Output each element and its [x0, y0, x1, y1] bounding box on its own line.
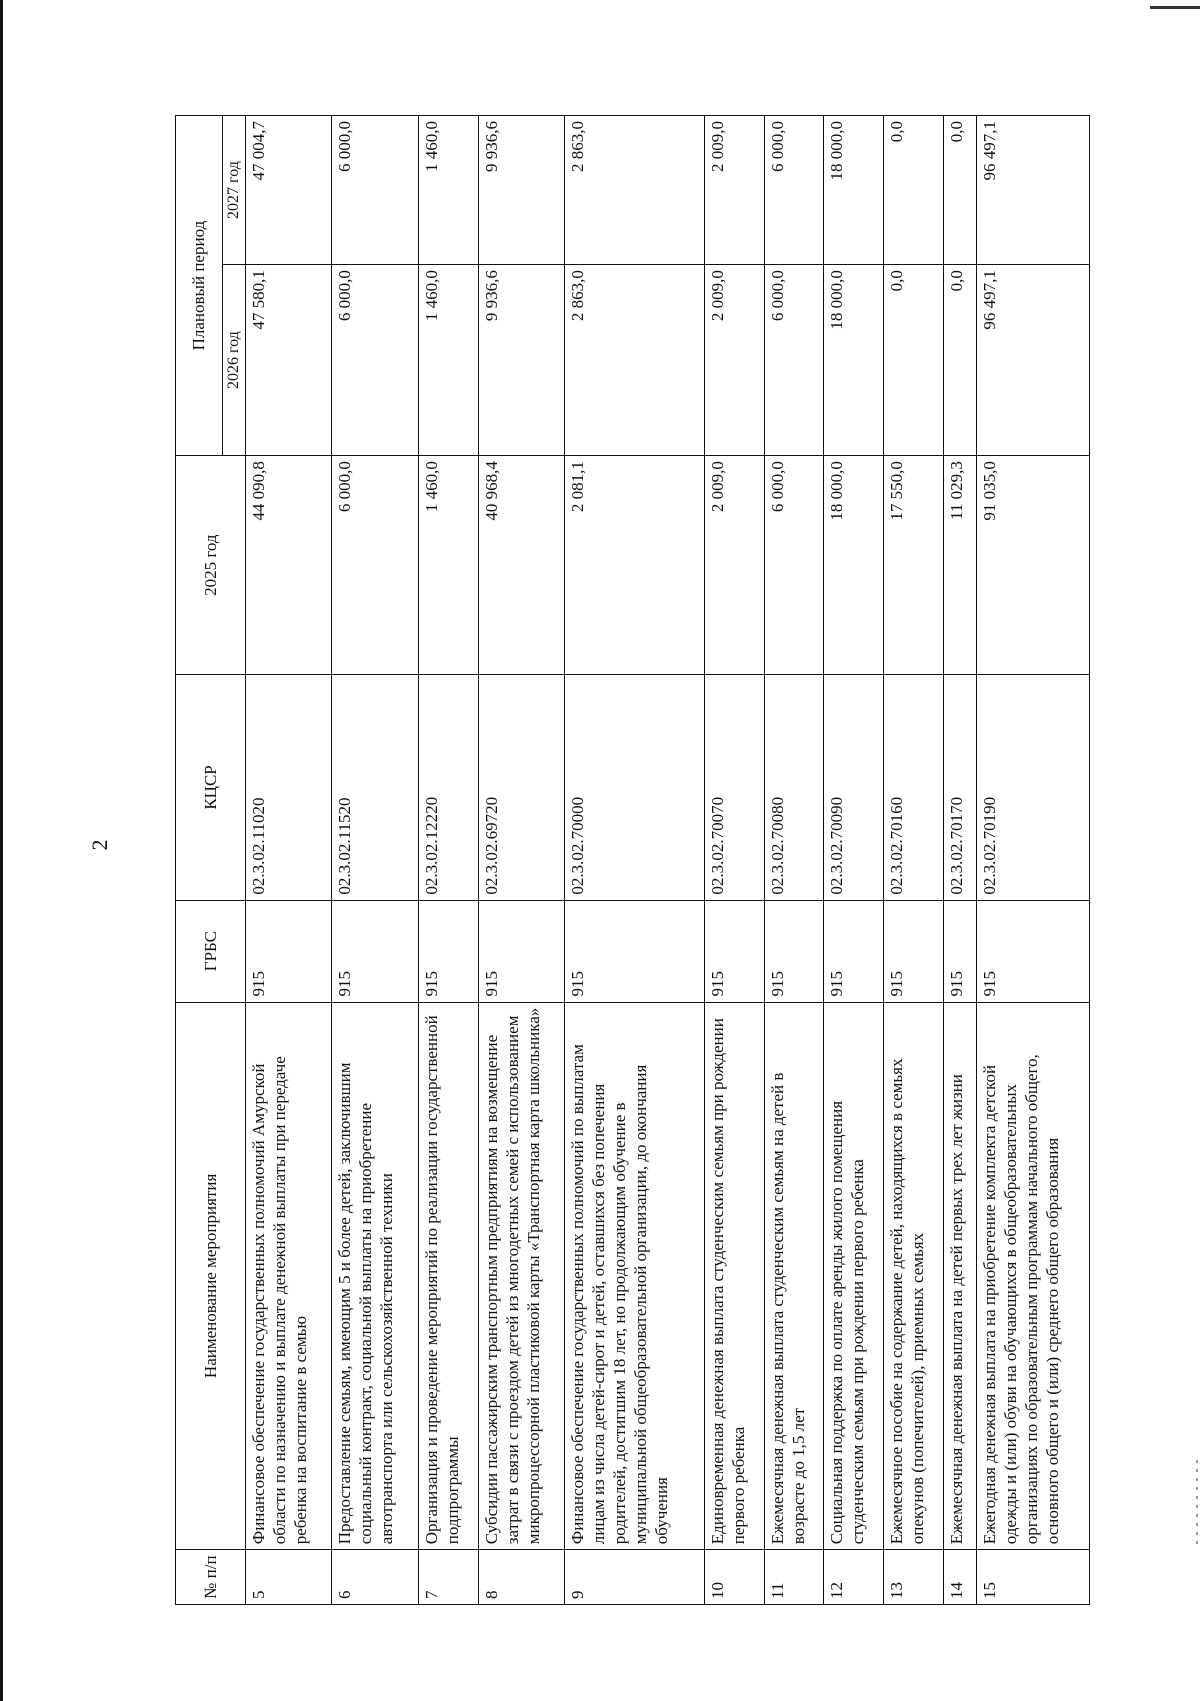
table-row — [943, 116, 976, 1605]
cell-2027: 6 000,0 — [332, 116, 418, 265]
scan-edge-left — [0, 0, 3, 1701]
cell-2025: 1 460,0 — [418, 456, 478, 675]
table-row — [565, 116, 705, 1605]
cell-grbs: 915 — [246, 900, 332, 1002]
cell-name: Ежегодная денежная выплата на приобретение комплекта детской одежды и (или) обуви на обучающихся в общеобразовательных организациях по образовательным программам начального общего, основного общего и (или) среднего общего образования — [976, 1002, 1089, 1550]
cell-2025: 11 029,3 — [943, 456, 976, 675]
cell-2026: 6 000,0 — [332, 265, 418, 456]
table-row — [884, 116, 944, 1605]
cell-grbs: 915 — [478, 900, 564, 1002]
cell-grbs: 915 — [884, 900, 944, 1002]
cell-2027: 2 009,0 — [704, 116, 764, 265]
budget-table — [175, 115, 1090, 1605]
cell-2025: 2 081,1 — [565, 456, 705, 675]
cell-name: Финансовое обеспечение государственных полномочий по выплатам лицам из числа детей-сирот и детей, оставшихся без попечения родителей, достигшим 18 лет, но продолжающим обучение в муниципальной общеобразовательной организации, до окончания обучения — [565, 1002, 705, 1550]
cell-grbs: 915 — [565, 900, 705, 1002]
cell-name: Организация и проведение мероприятий по реализации государственной подпрограммы — [418, 1002, 478, 1550]
cell-2025: 44 090,8 — [246, 456, 332, 675]
cell-2027: 47 004,7 — [246, 116, 332, 265]
cell-grbs: 915 — [332, 900, 418, 1002]
cell-2026: 0,0 — [884, 265, 944, 456]
scan-edge-dots — [1196, 1460, 1198, 1550]
cell-grbs: 915 — [418, 900, 478, 1002]
cell-kcsr: 02.3.02.70090 — [824, 675, 884, 900]
cell-kcsr: 02.3.02.70070 — [704, 675, 764, 900]
cell-2027: 9 936,6 — [478, 116, 564, 265]
table-row — [418, 116, 478, 1605]
cell-2025: 17 550,0 — [884, 456, 944, 675]
cell-2025: 6 000,0 — [332, 456, 418, 675]
cell-kcsr: 02.3.02.70190 — [976, 675, 1089, 900]
cell-num: 7 — [418, 1550, 478, 1605]
table-row — [976, 116, 1089, 1605]
cell-num: 14 — [943, 1550, 976, 1605]
cell-grbs: 915 — [976, 900, 1089, 1002]
cell-2027: 96 497,1 — [976, 116, 1089, 265]
header-2026: 2026 год — [223, 265, 246, 456]
header-2025: 2025 год — [176, 456, 246, 675]
table-row — [478, 116, 564, 1605]
cell-name: Социальная поддержка по оплате аренды жилого помещения студенческим семьям при рождении первого ребенка — [824, 1002, 884, 1550]
cell-num: 6 — [332, 1550, 418, 1605]
table-row — [764, 116, 824, 1605]
cell-name: Субсидии пассажирским транспортным предприятиям на возмещение затрат в связи с проездом детей из многодетных семей с использованием микропроцессорной пластиковой карты «Транспортная карта школьника» — [478, 1002, 564, 1550]
cell-name: Ежемесячное пособие на содержание детей, находящихся в семьях опекунов (попечителей), приемных семьях — [884, 1002, 944, 1550]
cell-kcsr: 02.3.02.11020 — [246, 675, 332, 900]
cell-2026: 0,0 — [943, 265, 976, 456]
header-grbs: ГРБС — [176, 900, 246, 1002]
cell-kcsr: 02.3.02.12220 — [418, 675, 478, 900]
cell-name: Предоставление семьям, имеющим 5 и более детей, заключившим социальный контракт, социальной выплаты на приобретение автотранспорта или сельскохозяйственной техники — [332, 1002, 418, 1550]
cell-name: Финансовое обеспечение государственных полномочий Амурской области по назначению и выплате денежной выплаты при передаче ребенка на воспитание в семью — [246, 1002, 332, 1550]
cell-grbs: 915 — [764, 900, 824, 1002]
page-number: 2 — [87, 839, 112, 851]
cell-name: Ежемесячная денежная выплата студенческим семьям на детей в возрасте до 1,5 лет — [764, 1002, 824, 1550]
cell-kcsr: 02.3.02.70000 — [565, 675, 705, 900]
cell-kcsr: 02.3.02.69720 — [478, 675, 564, 900]
cell-2026: 2 009,0 — [704, 265, 764, 456]
cell-grbs: 915 — [824, 900, 884, 1002]
cell-2026: 2 863,0 — [565, 265, 705, 456]
cell-num: 8 — [478, 1550, 564, 1605]
cell-2026: 18 000,0 — [824, 265, 884, 456]
cell-2027: 1 460,0 — [418, 116, 478, 265]
cell-2027: 2 863,0 — [565, 116, 705, 265]
cell-2025: 2 009,0 — [704, 456, 764, 675]
cell-num: 12 — [824, 1550, 884, 1605]
rotated-table-container — [175, 115, 1090, 1605]
cell-2025: 6 000,0 — [764, 456, 824, 675]
cell-2027: 18 000,0 — [824, 116, 884, 265]
cell-2026: 47 580,1 — [246, 265, 332, 456]
cell-2027: 0,0 — [943, 116, 976, 265]
cell-2025: 40 968,4 — [478, 456, 564, 675]
cell-2025: 18 000,0 — [824, 456, 884, 675]
header-num: № п/п — [176, 1550, 246, 1605]
cell-num: 13 — [884, 1550, 944, 1605]
table-row — [704, 116, 764, 1605]
cell-num: 5 — [246, 1550, 332, 1605]
cell-2027: 6 000,0 — [764, 116, 824, 265]
cell-name: Единовременная денежная выплата студенческим семьям при рождении первого ребенка — [704, 1002, 764, 1550]
cell-num: 11 — [764, 1550, 824, 1605]
cell-kcsr: 02.3.02.70080 — [764, 675, 824, 900]
table-row — [332, 116, 418, 1605]
table-row — [824, 116, 884, 1605]
cell-name: Ежемесячная денежная выплата на детей первых трех лет жизни — [943, 1002, 976, 1550]
cell-kcsr: 02.3.02.70160 — [884, 675, 944, 900]
cell-2027: 0,0 — [884, 116, 944, 265]
cell-num: 10 — [704, 1550, 764, 1605]
cell-2026: 1 460,0 — [418, 265, 478, 456]
cell-2026: 6 000,0 — [764, 265, 824, 456]
header-name: Наименование мероприятия — [176, 1002, 246, 1550]
table-row — [246, 116, 332, 1605]
cell-2025: 91 035,0 — [976, 456, 1089, 675]
cell-kcsr: 02.3.02.11520 — [332, 675, 418, 900]
cell-num: 15 — [976, 1550, 1089, 1605]
scan-mark-top — [1150, 6, 1200, 9]
header-kcsr: КЦСР — [176, 675, 246, 900]
cell-kcsr: 02.3.02.70170 — [943, 675, 976, 900]
header-row — [176, 116, 223, 1605]
cell-num: 9 — [565, 1550, 705, 1605]
cell-grbs: 915 — [704, 900, 764, 1002]
header-planned-period: Плановый период — [176, 116, 223, 456]
cell-2026: 96 497,1 — [976, 265, 1089, 456]
header-2027: 2027 год — [223, 116, 246, 265]
cell-2026: 9 936,6 — [478, 265, 564, 456]
cell-grbs: 915 — [943, 900, 976, 1002]
